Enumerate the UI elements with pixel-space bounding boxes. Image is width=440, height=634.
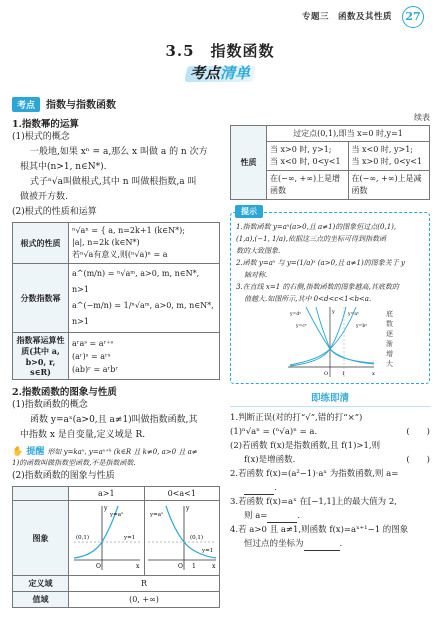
tip-flag: 提示 [235,205,263,218]
blank[interactable] [304,541,340,551]
question-1b: (2)若函数 f(x)是指数函数,且 f(1)>1,则 [230,441,381,451]
reminder [12,444,220,469]
col-head: 0<a<1 [144,487,220,501]
practice-title: 即练即清 [230,390,430,407]
radical-table [12,222,220,380]
blank[interactable] [244,485,274,495]
table-row [13,576,220,592]
question-4: 4.若 a>0 且 a≠1,则函数 f(x)=aˣ⁺¹−1 的图象 [230,525,409,535]
reminder-text2: 1)的函数叫做指数型函数,不是指数函数. [12,459,136,467]
section-title: 指数与指数函数 [46,100,117,111]
tip-box [230,206,430,384]
line-label: y=1 [124,535,136,541]
page-title: 3.5 指数函数 [165,42,275,60]
label-yd: y=dˣ [290,312,302,317]
reminder-head: ✋ 提醒 [12,447,45,457]
question-1b2: f(x)是增函数. ( ) [244,455,430,465]
point-label: (0,1) [189,535,203,541]
graph-cell-decreasing [144,501,220,576]
question-2: 2.若函数 f(x)=(a²−1)·aˣ 为指数函数,则 a= [230,469,399,479]
s2-title: 2.指数函数的图象与性质 [12,387,117,398]
question-3: 3.若函数 f(x)=aˣ 在[−1,1]上的最大值为 2, [230,497,397,507]
tick-one: 1 [342,371,346,377]
row-label: 性质 [231,126,267,200]
table-row [231,126,430,142]
table-row [13,487,220,501]
row-label: 分数指数幂 [13,264,69,333]
question-4b: 恒过点的坐标为 . [244,539,343,549]
continued-table [230,125,430,200]
tip-line: 3.在直线 x=1 的右侧,指数函数的图象越高,其底数的 [236,283,399,291]
table-row [13,501,220,576]
table-row [13,333,220,380]
s1-p2b: 做被开方数. [20,192,68,202]
s1-p1a: 一般地,如果 xⁿ = a,那么 x 叫做 a 的 n 次方 [30,147,208,157]
tip-line: 数的大致图象. [236,247,281,255]
left-column [12,96,220,608]
section-badge [186,62,254,84]
axis-y: y [185,505,189,512]
graph-cell-increasing [69,501,145,576]
section-tag: 考点 [12,97,40,112]
cell: 当 x<0 时, y>1; 当 x>0 时, 0<y<1 [348,142,430,171]
table-row [13,592,220,608]
s1-title: 1.指数幂的运算 [12,119,79,130]
badge-text: 考点清单 [189,64,251,82]
fn-label: y=aˣ [149,512,163,518]
right-column [230,112,430,551]
answer-blank: . [230,481,430,495]
page-number: 27 [402,6,424,28]
s2-sub2: (2)指数函数的图象与性质 [12,471,115,481]
question-1: 1.判断正误(对的打“√”,错的打“×”) [230,413,363,423]
row-content: ⁿ√aⁿ = { a, n=2k+1 (k∈N*); |a|, n=2k (k∈N*) 若ⁿ√a有意义,则(ⁿ√a)ⁿ = a [69,223,220,264]
side-note: 底 数 逐 渐 增 大 [386,310,393,368]
cell: 在(−∞, +∞)上是减函数 [348,171,430,200]
cell: 当 x>0 时, y>1; 当 x<0 时, 0<y<1 [267,142,349,171]
col-head: a>1 [69,487,145,501]
axis-y: y [332,309,335,315]
axis-x: x [136,563,140,570]
fn-label: y=aˣ [110,512,124,518]
s1-p1b: 根其中(n>1, n∈N*). [20,162,107,172]
origin: O [324,371,329,377]
section-heading [12,96,220,112]
graph-decreasing [146,502,218,572]
graph-increasing [70,502,142,572]
page-header [0,0,440,32]
s2-p1b: 中指数 x 是自变量,定义域是 R. [20,430,146,440]
s1-sub2: (2)根式的性质和运算 [12,207,97,217]
exp-family-graph [286,305,382,379]
tick-one: 1 [191,563,196,570]
table-row [13,264,220,333]
question-3b: 则 a= . [244,511,301,521]
row-content: a^(m/n) = ⁿ√aᵐ, a>0, m, n∈N*, n>1 a^(−m/n) = 1/ⁿ√aᵐ, a>0, m, n∈N*, n>1 [69,264,220,333]
s2-p1a: 函数 y=aˣ(a>0,且 a≠1)叫做指数函数,其 [30,415,198,425]
tip-line: 值越大.如图所示,其中 0<d<c<1<b<a. [244,295,372,303]
range-value: (0, +∞) [69,592,220,608]
exp-function-table [12,486,220,608]
origin: O [177,563,183,570]
s1-sub1: (1)根式的概念 [12,132,70,142]
table-row [13,223,220,264]
row-label: 指数幂运算性质(其中 a, b>0, r, s∈R) [13,333,69,380]
cell: 在(−∞, +∞)上是增函数 [267,171,349,200]
s1-p2a: 式子ⁿ√a叫做根式,其中 n 叫做根指数,a 叫 [30,177,197,187]
continued-label: 续表 [414,113,430,122]
row-content: aʳaˢ = aʳ⁺ˢ (aʳ)ˢ = aʳˢ (ab)ʳ = aʳbʳ [69,333,220,380]
axis-x: x [211,563,215,570]
tip-line: 轴对称. [244,271,268,279]
row-label: 定义域 [13,576,69,592]
reminder-text1: 形如 y=kaˣ, y=aˣ⁺ᵏ (k∈R 且 k≠0, a>0 且 a≠ [47,448,198,456]
question-1a: (1)ⁿ√aⁿ = (ⁿ√a)ⁿ = a. ( ) [230,427,430,437]
row-label: 图象 [13,501,69,576]
tip-line: 1.指数函数 y=aˣ(a>0,且 a≠1)的图象恒过点(0,1), [236,223,397,231]
label-yb: y=bˣ [356,324,368,329]
origin: O [96,563,101,570]
tip-line: (1,a),(−1, 1/a),依据这三点的坐标可得到指数函 [236,235,386,243]
row-label: 根式的性质 [13,223,69,264]
s2-sub1: (1)指数函数的概念 [12,400,88,410]
label-yc: y=cˣ [296,324,307,329]
chapter-title: 专题三 函数及其性质 [301,12,392,22]
axis-y: y [104,505,108,512]
corner-cell [13,487,69,501]
point-label: (0,1) [76,535,90,541]
tip-figure [286,305,424,379]
label-ya: y=aˣ [348,312,359,317]
tip-line: 2.函数 y=aˣ 与 y=(1/a)ˣ (a>0,且 a≠1)的图象关于 y [236,259,405,267]
fixed-point-row: 过定点(0,1),即当 x=0 时,y=1 [267,126,430,142]
blank[interactable] [267,513,297,523]
domain-value: R [69,576,220,592]
line-label: y=1 [201,548,213,554]
axis-x: x [372,371,375,377]
row-label: 值域 [13,592,69,608]
